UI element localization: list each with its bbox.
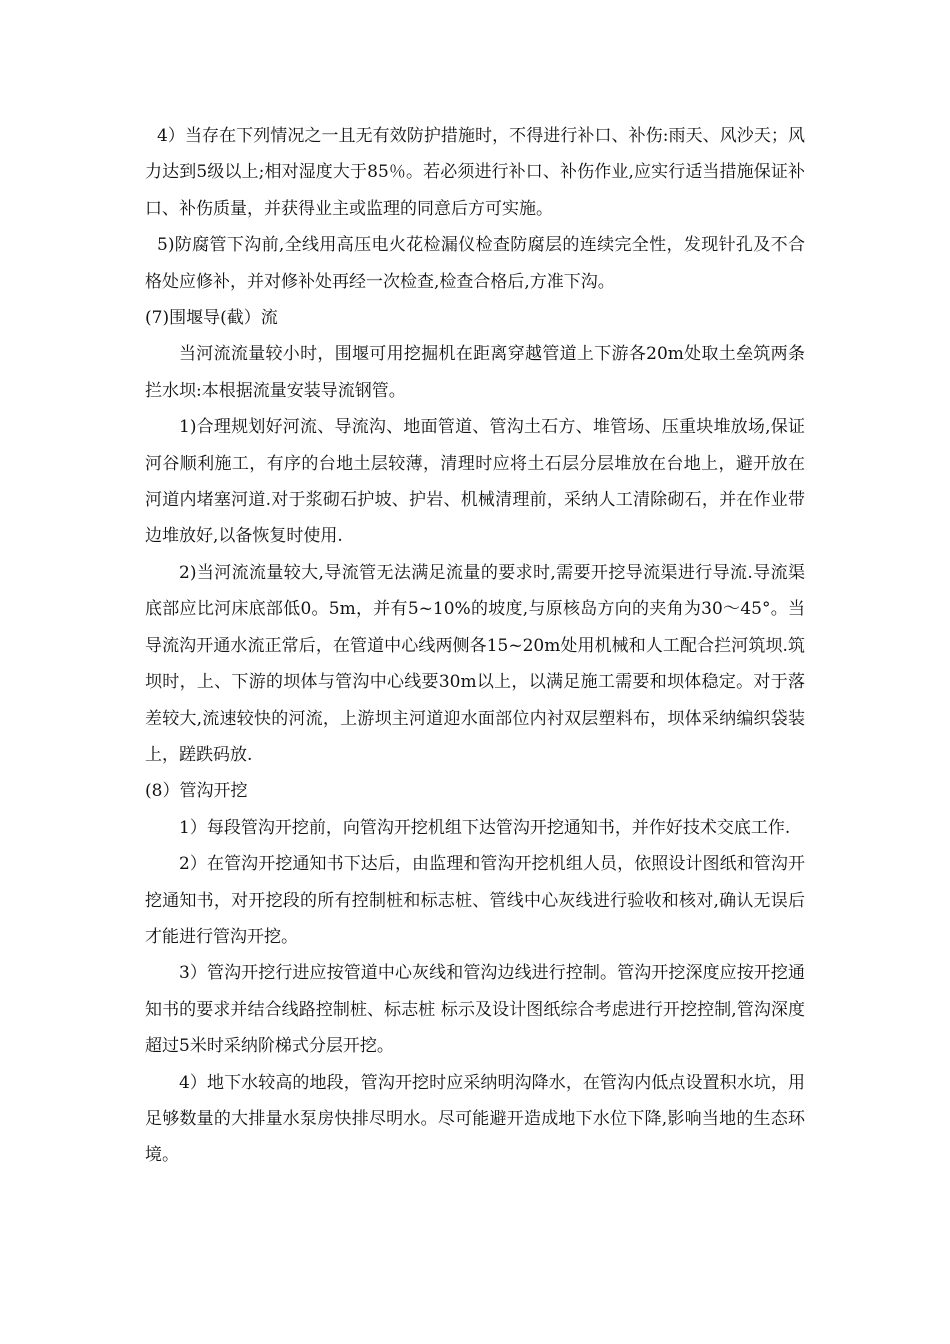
section-heading-trench: (8）管沟开挖 [145, 781, 248, 802]
paragraph-planning: 1)合理规划好河流、导流沟、地面管道、管沟土石方、堆管场、压重块堆放场,保证河谷顺利施工，有序的台地土层较薄，清理时应将土石层分层堆放在台地上，避开放在河道内堵塞河道.对于浆砌石护坡、护岩、机械清理前，采纳人工清除砌石，并在作业带边堆放好,以备恢复时使用. [145, 417, 805, 547]
paragraph-large-flow: 2)当河流流量较大,导流管无法满足流量的要求时,需要开挖导流渠进行导流.导流渠底部应比河床底部低0。5m，并有5~10%的坡度,与原核岛方向的夹角为30～45°。当导流沟开通水流正常后，在管道中心线两侧各15~20m处用机械和人工配合拦河筑坝.筑坝时，上、下游的坝体与管沟中心线要30m以上，以满足施工需要和坝体稳定。对于落差较大,流速较快的河流，上游坝主河道迎水面部位内衬双层塑料布，坝体采纳编织袋装上，蹉跌码放. [145, 562, 805, 765]
paragraph-repair-conditions: 4）当存在下列情况之一且无有效防护措施时，不得进行补口、补伤:雨天、风沙天；风力达到5级以上;相对湿度大于85％。若必须进行补口、补伤作业,应实行适当措施保证补口、补伤质量，并获得业主或监理的同意后方可实施。 [145, 126, 805, 219]
paragraph-small-flow: 当河流流量较小时，围堰可用挖掘机在距离穿越管道上下游各20m处取土垒筑两条拦水坝:本根据流量安装导流钢管。 [145, 344, 805, 401]
paragraph-groundwater: 4）地下水较高的地段，管沟开挖时应采纳明沟降水，在管沟内低点设置积水坑，用足够数量的大排量水泵房快排尽明水。尽可能避开造成地下水位下降,影响当地的生态环境。 [145, 1072, 805, 1166]
document-body [145, 118, 805, 1174]
paragraph-trench-control: 3）管沟开挖行进应按管道中心灰线和管沟边线进行控制。管沟开挖深度应按开挖通知书的要求并结合线路控制桩、标志桩 标示及设计图纸综合考虑进行开挖控制,管沟深度超过5米时采纳阶梯式分层开挖。 [145, 963, 805, 1057]
paragraph-trench-verify: 2）在管沟开挖通知书下达后，由监理和管沟开挖机组人员，依照设计图纸和管沟开挖通知书，对开挖段的所有控制桩和标志桩、管线中心灰线进行验收和核对,确认无误后才能进行管沟开挖。 [145, 854, 805, 947]
section-heading-cofferdam: (7)围堰导(截）流 [145, 308, 278, 329]
paragraph-holiday-detection: 5)防腐管下沟前,全线用高压电火花检漏仪检查防腐层的连续完全性，发现针孔及不合格处应修补，并对修补处再经一次检查,检查合格后,方准下沟。 [145, 235, 805, 292]
paragraph-trench-notice: 1）每段管沟开挖前，向管沟开挖机组下达管沟开挖通知书，并作好技术交底工作. [179, 817, 791, 838]
